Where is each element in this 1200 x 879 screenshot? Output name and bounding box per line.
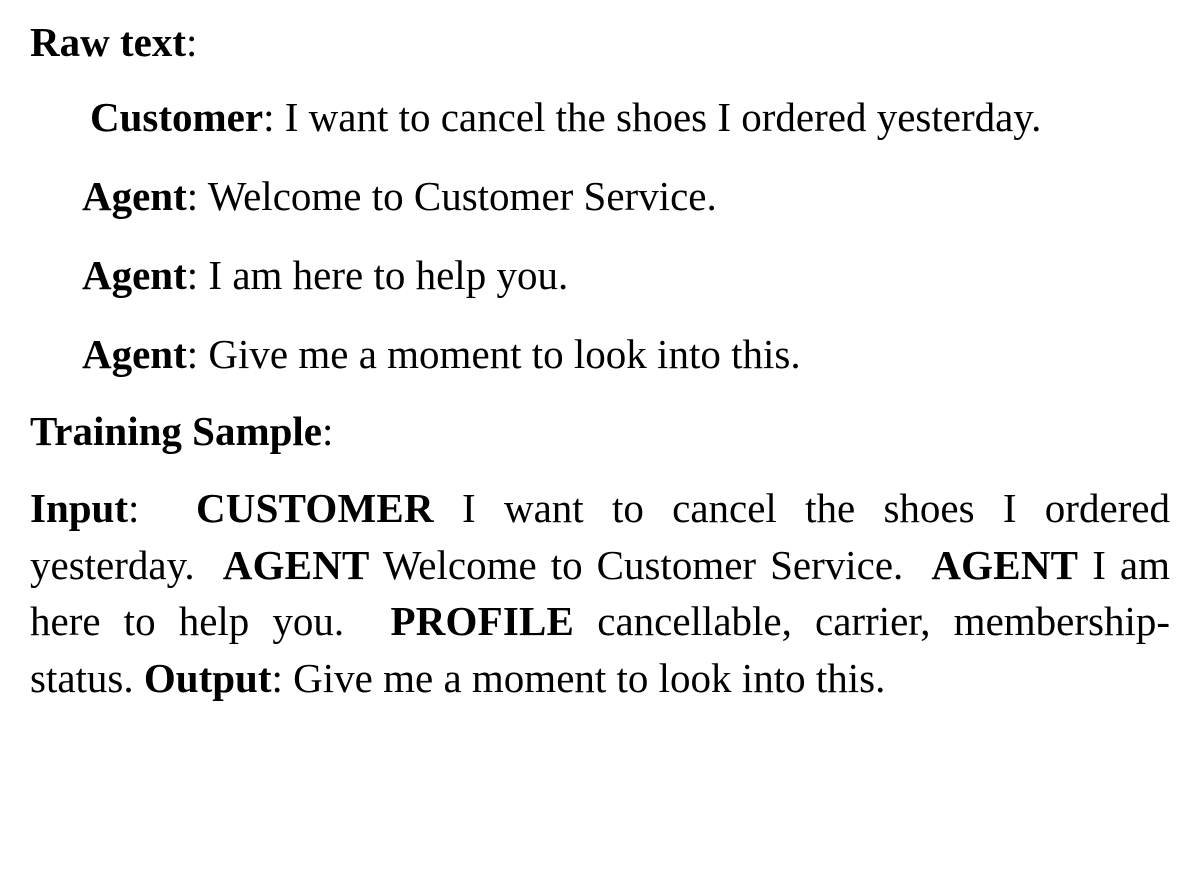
spacer (30, 383, 1170, 403)
agent-tag: AGENT (222, 541, 370, 588)
output-utterance: Give me a moment to look into this. (293, 655, 886, 702)
turn-text: Welcome to Customer Service. (207, 172, 717, 219)
spacer (30, 71, 1170, 89)
input-colon: : (128, 484, 140, 531)
turn-text: I am here to help you. (208, 251, 569, 298)
input-label: Input (30, 484, 129, 531)
turn-colon: : (263, 93, 275, 140)
turn-colon: : (186, 172, 199, 219)
output-colon: : (271, 655, 283, 702)
turn-speaker: Agent (82, 330, 187, 377)
profile-tag: PROFILE (390, 598, 575, 645)
training-sample-heading-colon: : (322, 407, 334, 454)
training-sample-heading-label: Training Sample (30, 407, 322, 454)
training-sample-body (30, 480, 1170, 707)
spacer (30, 304, 1170, 326)
spacer (30, 460, 1170, 480)
turn-colon: : (186, 330, 199, 377)
spacer (30, 225, 1170, 247)
agent-utterance: Welcome to Customer Service. (382, 541, 904, 588)
dialogue-turn (30, 326, 1170, 383)
raw-text-heading-colon: : (185, 19, 198, 65)
spacer (30, 146, 1170, 168)
customer-tag: CUSTOMER (195, 484, 434, 531)
dialogue-turn (30, 168, 1170, 225)
profile-attributes: cancellable, carrier, membership-status. (30, 598, 1171, 702)
turn-speaker: Agent (82, 251, 187, 298)
dialogue-turn (30, 247, 1170, 304)
agent-utterance: I am here to help you. (30, 541, 1171, 645)
raw-text-heading-label: Raw text (30, 19, 186, 65)
turn-speaker: Agent (82, 172, 187, 219)
turn-text: Give me a moment to look into this. (208, 330, 801, 377)
raw-text-heading (30, 14, 1170, 71)
dialogue-turn (30, 89, 1170, 146)
turn-speaker: Customer (90, 93, 264, 140)
customer-utterance: I want to cancel the shoes I ordered yesterday. (30, 484, 1170, 588)
agent-tag: AGENT (931, 541, 1079, 588)
turn-text: I want to cancel the shoes I ordered yesterday. (284, 93, 1042, 140)
turn-colon: : (186, 251, 199, 298)
output-label: Output (143, 655, 272, 702)
training-sample-heading (30, 403, 1170, 460)
